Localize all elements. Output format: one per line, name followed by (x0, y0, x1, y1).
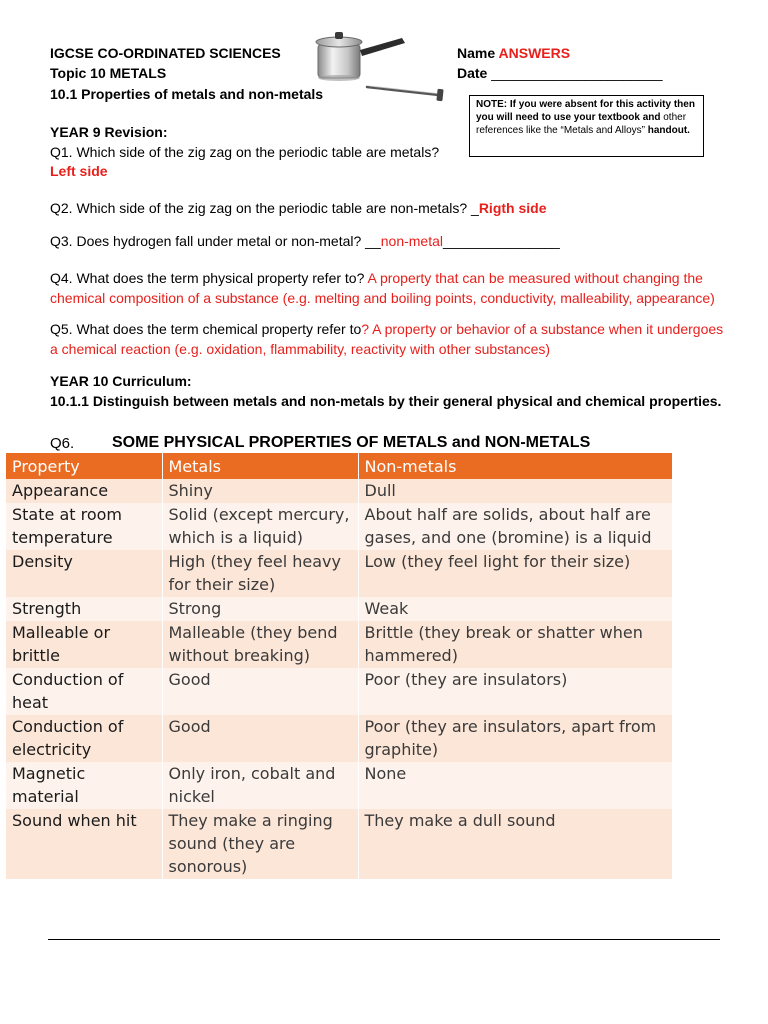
revision-heading: YEAR 9 Revision: (50, 124, 168, 140)
note-box (469, 95, 704, 157)
cell-metals: Strong (162, 597, 358, 621)
topic-title: Topic 10 METALS (50, 65, 167, 81)
course-title: IGCSE CO-ORDINATED SCIENCES (50, 45, 281, 61)
table-row (6, 479, 672, 503)
cell-property: State at room temperature (6, 503, 162, 550)
date-field (457, 63, 663, 83)
cell-non-metals: Dull (358, 479, 672, 503)
q2-text: Q2. Which side of the zig zag on the periodic table are non-metals? _ (50, 200, 479, 216)
cell-metals: Solid (except mercury, which is a liquid) (162, 503, 358, 550)
question-5 (50, 319, 725, 359)
cell-non-metals: They make a dull sound (358, 809, 672, 879)
question-3 (50, 231, 730, 251)
curriculum-objective: 10.1.1 Distinguish between metals and non-metals by their general physical and chemical properties. (50, 393, 722, 409)
saucepan-image (310, 26, 410, 82)
q6-title: SOME PHYSICAL PROPERTIES OF METALS and NON-METALS (112, 434, 591, 451)
cell-metals: Good (162, 668, 358, 715)
cell-non-metals: Low (they feel light for their size) (358, 550, 672, 597)
cell-non-metals: None (358, 762, 672, 809)
header-property: Property (6, 453, 162, 479)
name-label: Name (457, 45, 496, 61)
table-row (6, 550, 672, 597)
q2-answer: Rigth side (478, 200, 547, 216)
cell-property: Magnetic material (6, 762, 162, 809)
note-bold-end: handout. (647, 125, 690, 136)
date-blank: ______________________ (491, 65, 663, 81)
properties-table-wrap (6, 453, 673, 879)
cell-property: Sound when hit (6, 809, 162, 879)
date-label: Date (457, 65, 488, 81)
q3-trail: _______________ (443, 233, 560, 249)
q1-text: Q1. Which side of the zig zag on the periodic table are metals? (50, 144, 440, 160)
q5-text: Q5. What does the term chemical property refer to (50, 321, 362, 337)
nail-image (365, 84, 447, 102)
q4-answer: A property that can be measured without changing the chemical composition of a substance (e.g. melting and boiling points, conductivity, malleability, appearance) (50, 270, 715, 306)
cell-metals: Malleable (they bend without breaking) (162, 621, 358, 668)
question-2 (50, 198, 730, 218)
cell-metals: Good (162, 715, 358, 762)
cell-non-metals: Brittle (they break or shatter when hammered) (358, 621, 672, 668)
table-row (6, 809, 672, 879)
question-4 (50, 268, 722, 308)
cell-property: Strength (6, 597, 162, 621)
cell-property: Appearance (6, 479, 162, 503)
cell-property: Density (6, 550, 162, 597)
properties-table (6, 453, 673, 879)
cell-property: Malleable or brittle (6, 621, 162, 668)
q1-answer: Left side (50, 163, 108, 179)
curriculum-heading: YEAR 10 Curriculum: (50, 373, 192, 389)
table-row (6, 621, 672, 668)
cell-metals: Only iron, cobalt and nickel (162, 762, 358, 809)
question-1 (50, 142, 450, 162)
header-non-metals: Non-metals (358, 453, 672, 479)
cell-non-metals: Poor (they are insulators) (358, 668, 672, 715)
table-row (6, 762, 672, 809)
name-value: ANSWERS (498, 45, 571, 61)
note-bold-text: NOTE: If you were absent for this activity then you will need to use your textbook and (476, 99, 695, 123)
cell-non-metals: Weak (358, 597, 672, 621)
table-row (6, 715, 672, 762)
subtopic-title: 10.1 Properties of metals and non-metals (50, 86, 324, 102)
cell-property: Conduction of electricity (6, 715, 162, 762)
cell-metals: High (they feel heavy for their size) (162, 550, 358, 597)
q3-text: Q3. Does hydrogen fall under metal or non-metal? __ (50, 233, 381, 249)
table-header-row (6, 453, 672, 479)
cell-non-metals: Poor (they are insulators, apart from graphite) (358, 715, 672, 762)
header-metals: Metals (162, 453, 358, 479)
bottom-divider (48, 939, 720, 940)
q6-label: Q6. (50, 435, 75, 452)
table-row (6, 503, 672, 550)
cell-non-metals: About half are solids, about half are gases, and one (bromine) is a liquid (358, 503, 672, 550)
cell-property: Conduction of heat (6, 668, 162, 715)
cell-metals: They make a ringing sound (they are sonorous) (162, 809, 358, 879)
name-field (457, 43, 570, 63)
q5-answer: ? A property or behavior of a substance when it undergoes a chemical reaction (e.g. oxidation, flammability, reactivity with other substances) (50, 321, 724, 357)
note-normal-text: other references like the “Metals and Alloys” (476, 112, 687, 136)
q4-text: Q4. What does the term physical property refer to? (50, 270, 368, 286)
cell-metals: Shiny (162, 479, 358, 503)
q3-answer: non-metal (380, 233, 444, 249)
table-row (6, 597, 672, 621)
table-row (6, 668, 672, 715)
